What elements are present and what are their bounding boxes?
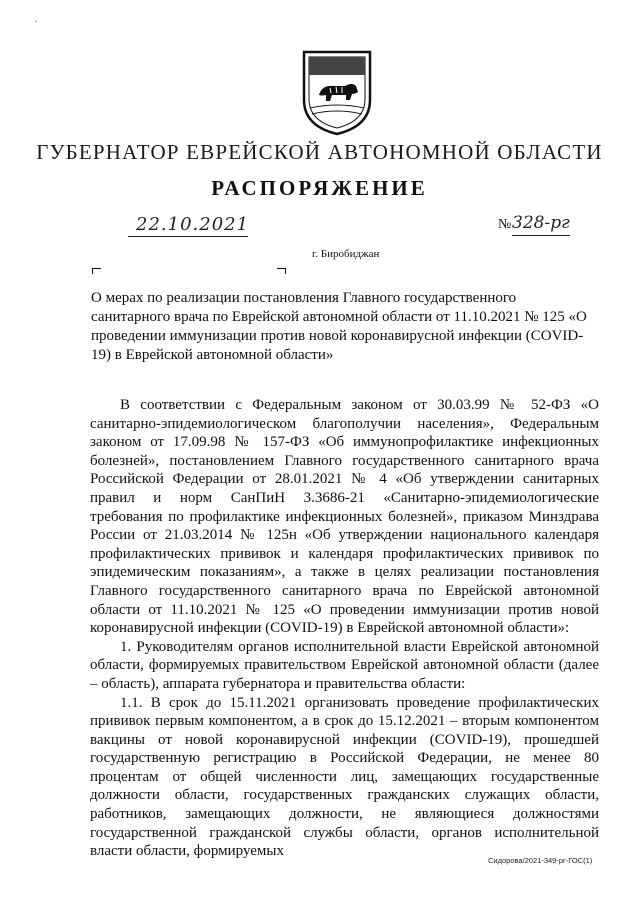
document-date: 22.10.2021	[136, 214, 250, 235]
governor-title: ГУБЕРНАТОР ЕВРЕЙСКОЙ АВТОНОМНОЙ ОБЛАСТИ	[36, 140, 603, 164]
city-label: г. Биробиджан	[312, 248, 380, 260]
document-type: РАСПОРЯЖЕНИЕ	[211, 176, 428, 200]
number-label: №	[498, 217, 512, 232]
body-paragraph: В соответствии с Федеральным законом от 30.03.99 № 52-ФЗ «О санитарно-эпидемиологическом благополучии населения», Федеральным законом от 17.09.98 № 157-ФЗ «Об иммунопрофилактике инфекционных болезней», постановлением Главного государственного санитарного врача Российской Федерации от 28.01.2021 № 4 «Об утверждении санитарных правил и норм СанПиН 3.3686-21 «Санитарно-эпидемиологические требования по профилактике инфекционных болезней», приказом Минздрава России от 21.03.2014 № 125н «Об утверждении национального календаря профилактических прививок и календаря профилактических прививок по эпидемическим показаниям», а также в целях реализации постановления Главного государственного санитарного врача по Еврейской автономной области от 11.10.2021 № 125 «О проведении иммунизации против новой коронавирусной инфекции (COVID-19) в Еврейской автономной области»:	[90, 397, 599, 637]
date-underline	[128, 236, 248, 237]
document-subject: О мерах по реализации постановления Главного государственного санитарного врача по Еврейской автономной области от 11.10.2021 № 125 «О проведении иммунизации против новой коронавирусной инфекции (COVID-19) в Еврейской автономной области»	[91, 290, 587, 363]
body-paragraph: 1. Руководителям органов исполнительной власти Еврейской автономной области, формируемых правительством Еврейской автономной области (далее – область), аппарата губернатора и правительства области:	[90, 638, 599, 692]
number-underline	[512, 235, 570, 236]
body-paragraph: 1.1. В срок до 15.11.2021 организовать проведение профилактических прививок первым компонентом, а в срок до 15.12.2021 – вторым компонентом вакцины от новой коронавирусной инфекции (COVID-19), прошедшей государственную регистрацию в Российской Федерации, не менее 80 процентам от общей численности лиц, замещающих государственные должности области, государственных гражданских служащих области, работников, замещающих должности, не являющиеся должностями государственной гражданской службы области, органов исполнительной власти области, формируемых	[90, 694, 599, 860]
document-body	[90, 396, 599, 861]
subject-bracket-left	[92, 268, 101, 274]
document-number: 328-рг	[512, 213, 570, 233]
scan-mark: ·	[34, 14, 38, 28]
subject-bracket-right	[277, 268, 286, 274]
footer-code: Сидорова/2021-349-рг-ГОС(1)	[488, 856, 593, 865]
coat-of-arms-icon	[300, 48, 374, 136]
